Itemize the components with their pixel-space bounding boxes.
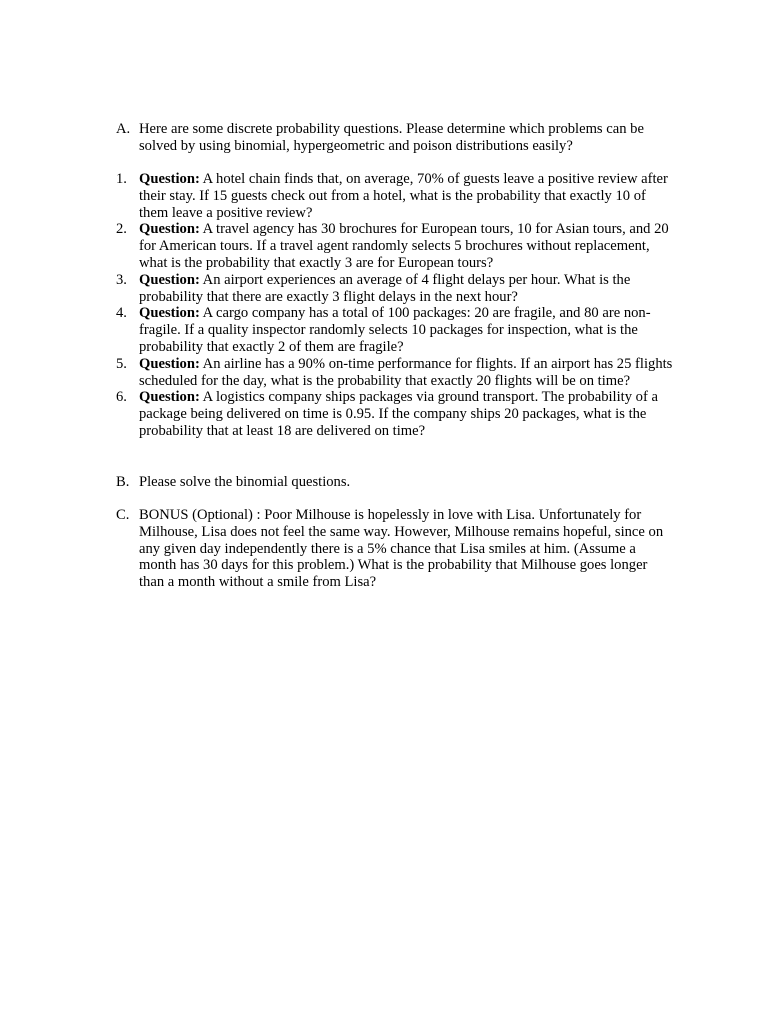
section-b (116, 474, 676, 491)
question-text: A hotel chain finds that, on average, 70% of guests leave a positive review after their stay. If 15 guests check out from a hotel, what is the probability that exactly 10 of them leave a positive review? (139, 171, 668, 221)
section-c-text: BONUS (Optional) : Poor Milhouse is hopelessly in love with Lisa. Unfortunately for Milhouse, Lisa does not feel the same way. However, Milhouse remains hopeful, since on any given day independently there is a 5% chance that Lisa smiles at him. (Assume a month has 30 days for this problem.) What is the probability that Milhouse goes longer than a month without a smile from Lisa? (139, 507, 664, 591)
question-number: 4. (116, 305, 127, 322)
section-c-row (116, 507, 676, 591)
question-number: 3. (116, 271, 127, 288)
question-text: A logistics company ships packages via ground transport. The probability of a package being delivered on time is 0.95. If the company ships 20 packages, what is the probability that at least 18 are delivered on time? (139, 389, 658, 439)
question-item-2 (116, 221, 676, 271)
question-text: An airline has a 90% on-time performance for flights. If an airport has 25 flights scheduled for the day, what is the probability that exactly 20 flights will be on time? (139, 355, 673, 389)
question-item-1 (116, 171, 676, 221)
question-text: A cargo company has a total of 100 packages: 20 are fragile, and 80 are non-fragile. If a quality inspector randomly selects 10 packages for inspection, what is the probability that exactly 2 of them are fragile? (139, 305, 651, 355)
section-b-text: Please solve the binomial questions. (139, 474, 351, 490)
section-b-marker: B. (116, 474, 130, 490)
question-label: Question: (139, 389, 200, 406)
section-a-text: Here are some discrete probability questions. Please determine which problems can be solved by using binomial, hypergeometric and poison distributions easily? (139, 121, 644, 154)
question-number: 2. (116, 221, 127, 238)
section-c-marker: C. (116, 507, 130, 523)
question-item-4 (116, 305, 676, 355)
question-text: A travel agency has 30 brochures for European tours, 10 for Asian tours, and 20 for American tours. If a travel agent randomly selects 5 brochures without replacement, what is the probability that exactly 3 are for European tours? (139, 221, 669, 271)
question-label: Question: (139, 355, 200, 372)
section-b-row (116, 474, 676, 491)
question-label: Question: (139, 305, 200, 322)
question-label: Question: (139, 171, 200, 187)
section-c (116, 507, 676, 591)
section-a (116, 121, 676, 155)
question-label: Question: (139, 221, 200, 238)
question-number: 1. (116, 171, 127, 187)
question-item-5 (116, 356, 676, 390)
question-number: 6. (116, 389, 127, 406)
question-item-6 (116, 389, 676, 439)
question-text: An airport experiences an average of 4 flight delays per hour. What is the probability that there are exactly 3 flight delays in the next hour? (139, 271, 631, 305)
question-number: 5. (116, 355, 127, 372)
question-label: Question: (139, 271, 200, 288)
section-a-row (116, 121, 676, 155)
question-list (116, 171, 676, 440)
question-item-3 (116, 272, 676, 306)
section-a-marker: A. (116, 121, 131, 137)
